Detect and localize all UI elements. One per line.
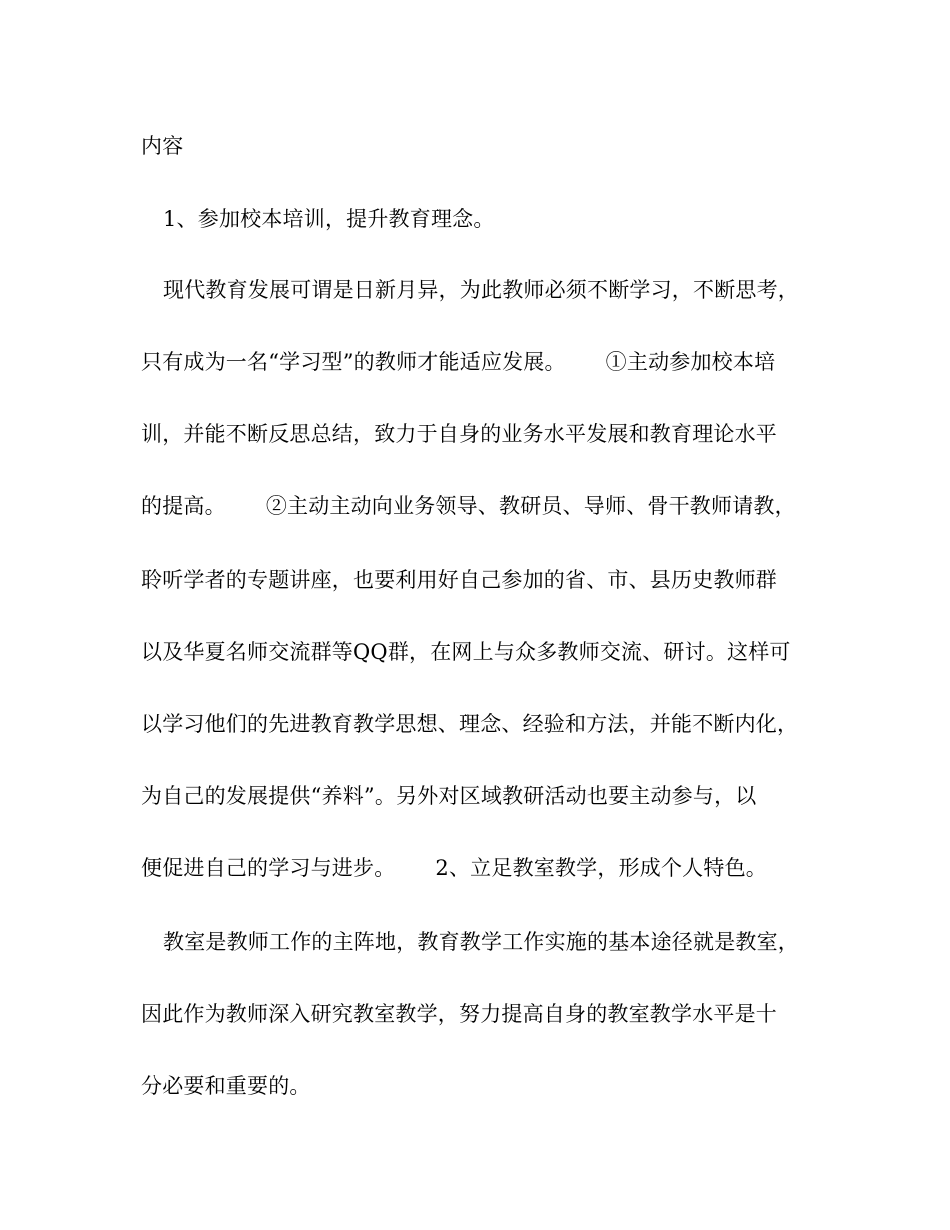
text-line-12: 因此作为教师深入研究教室教学，努力提高自身的教室教学水平是十 (141, 1002, 777, 1026)
text-segment: 便促进自己的学习与进步。 (141, 856, 396, 880)
text-line-3 (141, 347, 775, 377)
text-line-4: 训，并能不断反思总结，致力于自身的业务水平发展和教育理论水平 (141, 422, 777, 446)
text-line-5 (141, 491, 796, 521)
text-line-6: 聆听学者的专题讲座，也要利用好自己参加的省、市、县历史教师群 (141, 568, 777, 592)
text-line-2: 现代教育发展可谓是日新月异，为此教师必须不断学习，不断思考， (163, 278, 799, 302)
text-segment: ①主动参加校本培 (605, 350, 776, 374)
text-line-9: 为自己的发展提供“养料”。另外对区域教研活动也要主动参与，以 (141, 784, 757, 808)
section-heading: 内容 (141, 134, 184, 158)
text-line-8: 以学习他们的先进教育教学思想、理念、经验和方法，并能不断内化， (141, 712, 799, 736)
text-line-10 (141, 853, 767, 883)
text-line-1: 1、参加校本培训，提升教育理念。 (163, 207, 495, 231)
text-line-7: 以及华夏名师交流群等QQ群，在网上与众多教师交流、研讨。这样可 (141, 640, 791, 664)
text-line-11: 教室是教师工作的主阵地，教育教学工作实施的基本途径就是教室， (163, 930, 799, 954)
text-segment: 的提高。 (141, 494, 226, 518)
text-segment: ②主动主动向业务领导、教研员、导师、骨干教师请教， (265, 494, 796, 518)
text-segment: 只有成为一名“学习型”的教师才能适应发展。 (141, 350, 566, 374)
text-line-13: 分必要和重要的。 (141, 1074, 311, 1098)
text-segment: 2、立足教室教学，形成个人特色。 (435, 856, 767, 880)
